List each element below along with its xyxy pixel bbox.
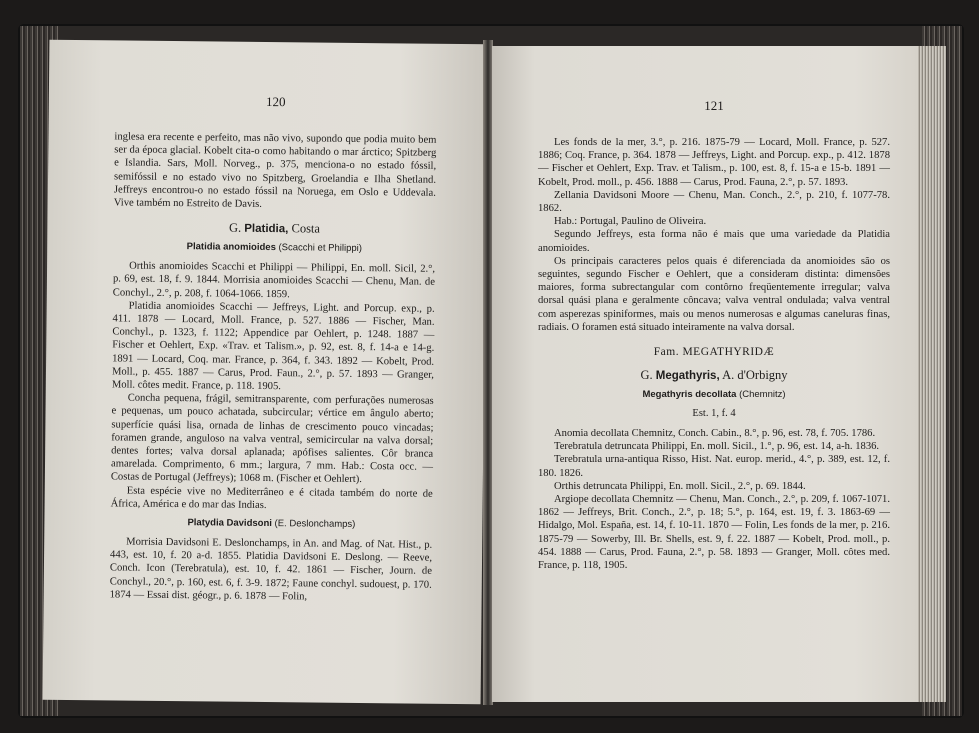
description: Concha pequena, frágil, semitransparente, com perfurações numerosas e pequenas, um pouco achatada, subcircular; vértice em ângulo aberto; superfície quási lisa, ornada de linhas de crescimento pouco vincadas; foramen grande, anguloso na valva ventral, semicircular na valva dorsal; dentes fortes; valva dorsal aplanada; apófises salientes. Côr branca amarelada. Comprimento, 6 mm.; largura, 7 mm. Hab.: Costa occ. — Costas de Portugal (Jeffreys); 1068 m. (Fischer et Oehlert). [110,392,434,486]
paragraph: Os principais caracteres pelos quais é diferenciada da anomioides são os seguintes, segundo Fischer e Oehlert, que a consideram distinta: dimensões maiores, forma subrectangular com contôrno freqüentemente irregular; valva dorsal quási plana e geralmente côncava; valva ventral ondulada; valva ventral com asperezas spiniformes, mais ou menos numerosas e algumas caneluras finas, radiais. O foramen está situado inteiramente na valva dorsal. [538,255,890,333]
page-number: 120 [266,93,286,110]
right-page [492,46,918,702]
references: Platidia anomioides Scacchi — Jeffreys, Light. and Porcup. exp., p. 411. 1878 — Locard, Moll. France, p. 527. 1886 — Fischer, Man. Conchyl., p. 1323, f. 1122; Appendice par Oehlert, p. 1248. 1887 — Fischer et Oehlert, Exp. «Trav. et Talism.», p. 92, est. 8, f. 14-a e 14-g. 1891 — Locard, Coq. mar. France, p. 364, f. 343. 1892 — Kobelt, Prod. Moll., p. 455. 1887 — Carus, Prod. Faun., 2.°, p. 57. 1893 — Granger, Moll. côtes medit. France, p. 118. 1905. [111,300,435,393]
genus-heading: G. Megathyris, A. d'Orbigny [640,368,788,383]
references: Argiope decollata Chemnitz — Chenu, Man. Conch., 2.°, p. 209, f. 1067-1071. 1862 — Jeffreys, Brit. Conch., 2.°, p. 18; 5.°, p. 164, est. 19, f. 3. 1863-69 — Hidalgo, Mol. España, est. 14, f. 10-11. 1870 — Folin, Les fonds de la mer, p. 216. 1875-79 — Sowerby, Ill. Br. Shells, est. 9, f. 22. 1887 — Kobelt, Prod. moll., p. 454. 1888 — Carus, Prod. Fauna, 2.°, p. 58. 1893 — Granger, Moll. côtes med. France, p. 118, 1905. [538,494,890,572]
species-heading: Megathyris decollata (Chemnitz) [642,389,786,401]
references: Orthis anomioides Scacchi et Philippi — Philippi, En. moll. Sicil, 2.°, p. 69, est. 18, f. 9. 1844. Morrisia anomioides Scacchi — Chenu, Man. de Conchyl., 2.°, p. 208, f. 1064-1066. 1859. [112,260,436,300]
page-stack-edge [918,46,946,702]
references: Zellania Davidsoni Moore — Chenu, Man. Conch., 2.°, p. 210, f. 1077-78. 1862. [538,189,890,215]
references: Terebratula detruncata Philippi, En. moll. Sicil., 1.°, p. 96, est. 14, a-h. 1836. [554,441,880,453]
references: Anomia decollata Chemnitz, Conch. Cabin., 8.°, p. 96, est. 78, f. 705. 1786. [554,428,876,440]
distribution: Esta espécie vive no Mediterrâneo e é citada também do norte de África, América e do mar das Indias. [110,485,433,511]
left-page [43,40,488,705]
species-heading: Platydia Davidsoni (E. Deslonchamps) [187,517,356,531]
page-number: 121 [704,98,724,113]
paragraph: inglesa era recente e perfeito, mas não vivo, supondo que podia muito bem ser da época glacial. Kobelt cita-o como habitando o mar árctico; Spitzberg e Islandia. Sars, Moll. Norveg., p. 375, menciona-o no estado fóssil, semifóssil e no estado vivo no Spitzberg, Groelandia e Ilha Shetland. Jeffreys encontrou-o no estado fóssil na Noruega, em Oslo e Uddevala. Vive também no Estreito de Davis. [113,131,437,210]
references: Orthis detruncata Philippi, En. moll. Sicil., 2.°, p. 69. 1844. [554,480,806,492]
plate-reference: Est. 1, f. 4 [692,408,736,420]
references: Terebratula urna-antiqua Risso, Hist. Nat. europ. merid., 4.°, p. 389, est. 12, f. 180. 1826. [538,454,890,479]
references: Les fonds de la mer, 3.°, p. 216. 1875-79 — Locard, Moll. France, p. 527. 1886; Coq. France, p. 364. 1878 — Jeffreys, Light. and Porcup. exp., p. 412. 1878 — Fischer et Oehlert, Exp. Trav. et Talism., p. 100, est. 8, f. 15-a e 15-b. 1891 — Kobelt, Prod. moll., p. 456. 1888 — Carus, Prod. Fauna, 2.°, p. 57. 1893. [538,137,890,188]
family-heading: Fam. MEGATHYRIDÆ [653,346,775,359]
habitat: Hab.: Portugal, Paulino de Oliveira. [554,216,707,228]
genus-heading: G. Platidia, Costa [228,220,321,236]
species-heading: Platidia anomioides (Scacchi et Philippi) [186,241,362,255]
paragraph: Segundo Jeffreys, esta forma não é mais que uma variedade da Platidia anomioides. [538,229,890,254]
references: Morrisia Davidsoni E. Deslonchamps, in An. and Mag. of Nat. Hist., p. 443, est. 10, f. 20 a-d. 1855. Platidia Davidsoni E. Deslong. — Reeve, Conch. Icon (Terebratula), est. 10, f. 42. 1861 — Fischer, Journ. de Conchyl., 20.°, p. 160, est. 6, f. 3-9. 1872; Faune conchyl. sudouest, p. 170. 1874 — Essai dist. géogr., p. 6. 1878 — Folin, [109,536,433,603]
